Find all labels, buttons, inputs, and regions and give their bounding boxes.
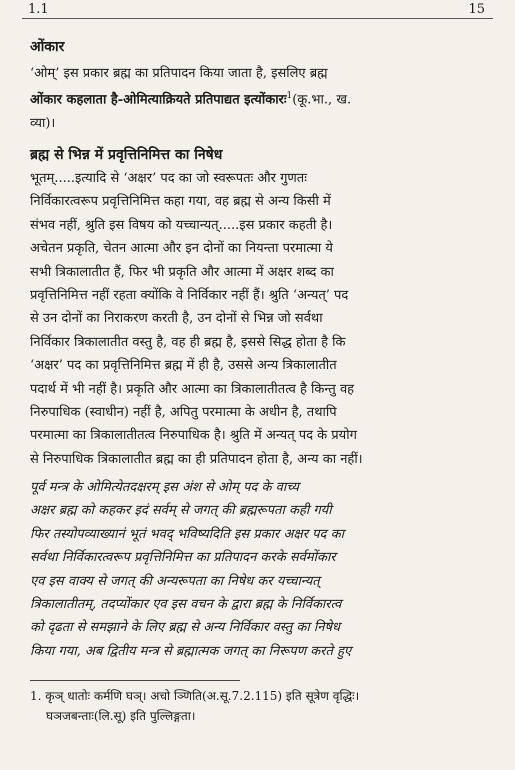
- text-line: सर्वथा निर्विकारत्वरूप प्रवृत्तिनिमित्त का प्रतिपादन करके सर्वमोंकार: [30, 550, 336, 566]
- paragraph-pravritti: [30, 167, 485, 471]
- text-line: संभव नहीं, श्रुति इस विषय को यच्चान्यत्.....इस प्रकार कहती है।: [30, 217, 333, 233]
- footnote-line: घञजबन्ताः(लि.सू) इति पुल्लिङ्गता।: [46, 709, 196, 723]
- text-line: अचेतन प्रकृति, चेतन आत्मा और इन दोनों का नियन्ता परमात्मा ये: [30, 241, 333, 257]
- text-line: निरुपाधिक (स्वाधीन) नहीं है, अपितु परमात्मा के अधीन है, तथापि: [30, 405, 337, 421]
- heading-pravritti: ब्रह्म से भिन्न में प्रवृत्तिनिमित्त का निषेध: [30, 147, 223, 163]
- paragraph-omkar: [30, 62, 485, 136]
- text-line: को दृढता से समझाने के लिए ब्रह्म से अन्य निर्विकार वस्तु का निषेध: [30, 620, 340, 636]
- heading-omkar: ओंकार: [30, 39, 65, 55]
- paragraph-mantra: [30, 476, 485, 663]
- footnote-line: 1. कृञ् धातोः कर्मणि घञ्। अचो ञ्णिति(अ.सू.7.2.115) इति सूत्रेण वृद्धिः।: [30, 689, 360, 703]
- text-line: प्रवृत्तिनिमित्त नहीं रहता क्योंकि वे निर्विकार नहीं हैं। श्रुति ‘अन्यत्’ पद: [30, 288, 349, 304]
- text-line: से निरुपाधिक त्रिकालातीत ब्रह्म का ही प्रतिपादन होता है, अन्य का नहीं।: [30, 451, 363, 467]
- page-number: 15: [468, 2, 485, 17]
- text-line: परमात्मा का त्रिकालातीतत्व निरुपाधिक है। श्रुति में अन्यत् पद के प्रयोग: [30, 428, 357, 444]
- text-line: ‘ओम्’ इस प्रकार ब्रह्म का प्रतिपादन किया जाता है, इसलिए ब्रह्म: [30, 66, 328, 81]
- text-line: किया गया, अब द्वितीय मन्त्र से ब्रह्मात्मक जगत् का निरूपण करते हुए: [30, 643, 352, 659]
- text-line: अक्षर ब्रह्म को कहकर इदं सर्वम् से जगत् की ब्रह्मरूपता कही गयी: [30, 503, 332, 519]
- text-line: एव इस वाक्य से जगत् की अन्यरूपता का निषेध कर यच्चान्यत्: [30, 573, 320, 589]
- text-line: पदार्थ में भी नहीं है। प्रकृति और आत्मा का त्रिकालातीतत्व है किन्तु वह: [30, 381, 355, 397]
- text-line: से उन दोनों का निराकरण करती है, उन दोनों से भिन्न जो सर्वथा: [30, 311, 323, 327]
- text-line: फिर तस्योपव्याख्यानं भूतं भवद् भविष्यदिति इस प्रकार अक्षर पद का: [30, 526, 344, 542]
- header-rule: [22, 18, 493, 19]
- footnote-rule: [30, 680, 240, 681]
- text-line-main: ओंकार कहलाता है-ओमित्याक्रियते प्रतिपाद्यत इत्योंकारः: [30, 92, 287, 108]
- text-line: भूतम्.....इत्यादि से ‘अक्षर’ पद का जो स्वरूपतः और गुणतः: [30, 171, 307, 186]
- text-line: [30, 85, 485, 112]
- text-line: पूर्व मन्त्र के ओमित्येतदक्षरम् इस अंश से ओम् पद के वाच्य: [30, 480, 299, 495]
- text-line: निर्विकारत्वरूप प्रवृत्तिनिमित्त कहा गया, वह ब्रह्म से अन्य किसी में: [30, 194, 331, 210]
- text-line: सभी त्रिकालातीत हैं, फिर भी प्रकृति और आत्मा में अक्षर शब्द का: [30, 264, 334, 280]
- section-number: 1.1: [28, 2, 49, 17]
- text-line: निर्विकार त्रिकालातीत वस्तु है, वह ही ब्रह्म है, इससे सिद्ध होता है कि: [30, 334, 346, 350]
- text-line: ‘अक्षर’ पद का प्रवृत्तिनिमित्त ब्रह्म में ही है, उससे अन्य त्रिकालातीत: [30, 358, 337, 374]
- citation: (कू.भा., ख.: [292, 92, 352, 108]
- text-line: व्या)।: [30, 116, 56, 132]
- text-line: त्रिकालातीतम्, तदप्योंकार एव इस वचन के द्वारा ब्रह्म के निर्विकारत्व: [30, 597, 342, 613]
- footnote-marker: 1: [286, 91, 293, 102]
